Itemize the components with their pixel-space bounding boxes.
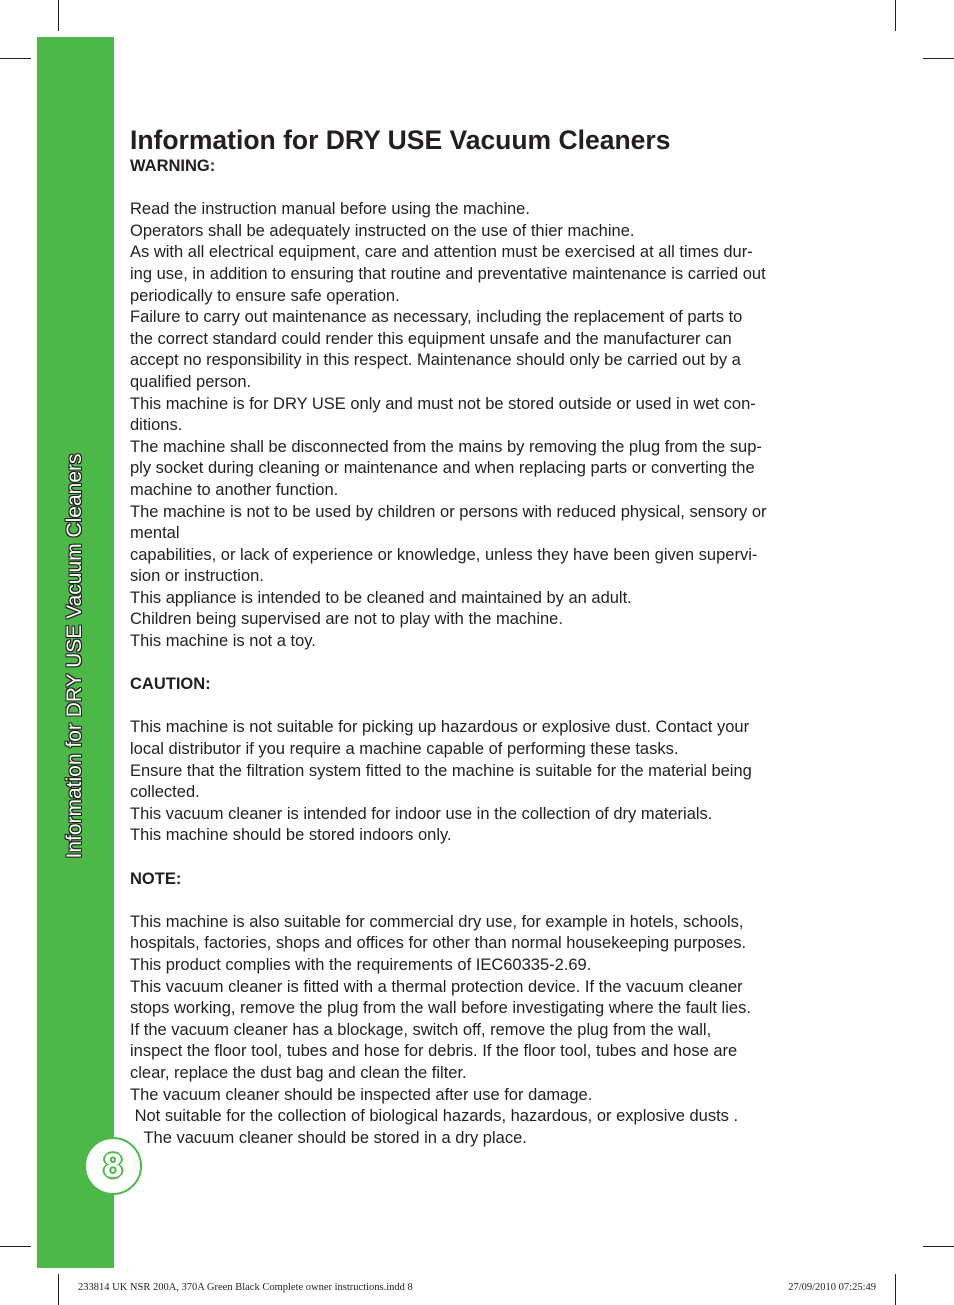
paragraph: capabilities, or lack of experience or knowledge, unless they have been given supervi- sion or instruction.	[130, 545, 758, 586]
spacer	[130, 178, 830, 200]
paragraph: This vacuum cleaner is intended for indoor use in the collection of dry materials.	[130, 804, 713, 823]
paragraph: This vacuum cleaner is fitted with a thermal protection device. If the vacuum cleaner stops working, remove the plug from the wall before investigating where the fault lies.	[130, 977, 751, 1018]
crop-mark	[0, 1246, 31, 1247]
footer-file-info: 233814 UK NSR 200A, 370A Green Black Complete owner instructions.indd 8	[78, 1282, 413, 1293]
paragraph: This machine is not suitable for picking up hazardous or explosive dust. Contact your local distributor if you require a machine capable of performing these tasks.	[130, 718, 750, 759]
paragraph: Ensure that the filtration system fitted to the machine is suitable for the material being collected.	[130, 761, 752, 802]
paragraph: Operators shall be adequately instructed on the use of thier machine.	[130, 221, 635, 240]
paragraph: The vacuum cleaner should be inspected after use for damage.	[130, 1085, 593, 1104]
paragraph: This appliance is intended to be cleaned and maintained by an adult.	[130, 588, 632, 607]
sections	[130, 156, 830, 1149]
paragraph: This machine is for DRY USE only and must not be stored outside or used in wet con- ditions.	[130, 394, 756, 435]
spacer	[130, 890, 830, 912]
section-warning	[130, 156, 830, 653]
main-content	[130, 124, 830, 1149]
paragraph: This product complies with the requirements of IEC60335-2.69.	[130, 955, 592, 974]
paragraph: The vacuum cleaner should be stored in a dry place.	[130, 1128, 527, 1147]
crop-mark	[923, 58, 954, 59]
paragraph: The machine shall be disconnected from the mains by removing the plug from the sup- ply socket during cleaning or maintenance and when replacing parts or converting the machine to another function.	[130, 437, 762, 499]
spacer	[130, 696, 830, 718]
paragraph: Failure to carry out maintenance as necessary, including the replacement of parts to the correct standard could render this equipment unsafe and the manufacturer can accept no responsibility in this respect. Maintenance should only be carried out by a qualified person.	[130, 308, 743, 391]
paragraph: This machine is also suitable for commercial dry use, for example in hotels, schools, hospitals, factories, shops and offices for other than normal housekeeping purposes.	[130, 912, 747, 953]
spacer	[130, 847, 830, 869]
paragraph: The machine is not to be used by children or persons with reduced physical, sensory or mental	[130, 502, 767, 543]
paragraph: If the vacuum cleaner has a blockage, switch off, remove the plug from the wall, inspect the floor tool, tubes and hose for debris. If the floor tool, tubes and hose are clear, replace the dust bag and clean the filter.	[130, 1020, 738, 1082]
page-number: 8	[103, 1147, 123, 1185]
section-label: NOTE:	[130, 869, 182, 888]
paragraph: This machine should be stored indoors only.	[130, 826, 452, 845]
crop-mark	[58, 1274, 59, 1305]
spacer	[130, 653, 830, 675]
footer-timestamp: 27/09/2010 07:25:49	[788, 1282, 876, 1293]
sidebar-title: Information for DRY USE Vacuum Cleaners	[63, 453, 86, 859]
section-caution	[130, 653, 830, 847]
page-title: Information for DRY USE Vacuum Cleaners	[130, 125, 671, 155]
section-label: WARNING:	[130, 157, 216, 175]
paragraph: Not suitable for the collection of biological hazards, hazardous, or explosive dusts .	[130, 1107, 739, 1126]
crop-mark	[0, 58, 31, 59]
crop-mark	[923, 1246, 954, 1247]
paragraph: Children being supervised are not to play with the machine.	[130, 610, 563, 629]
paragraph: As with all electrical equipment, care and attention must be exercised at all times dur- ing use, in addition to ensuring that routine and preventative maintenance is carried out periodically to ensure safe operation.	[130, 243, 766, 305]
crop-mark	[58, 0, 59, 31]
crop-mark	[895, 0, 896, 31]
section-label: CAUTION:	[130, 675, 211, 694]
paragraph: Read the instruction manual before using the machine.	[130, 200, 530, 219]
crop-mark	[895, 1274, 896, 1305]
section-note	[130, 847, 830, 1149]
paragraph: This machine is not a toy.	[130, 632, 316, 651]
